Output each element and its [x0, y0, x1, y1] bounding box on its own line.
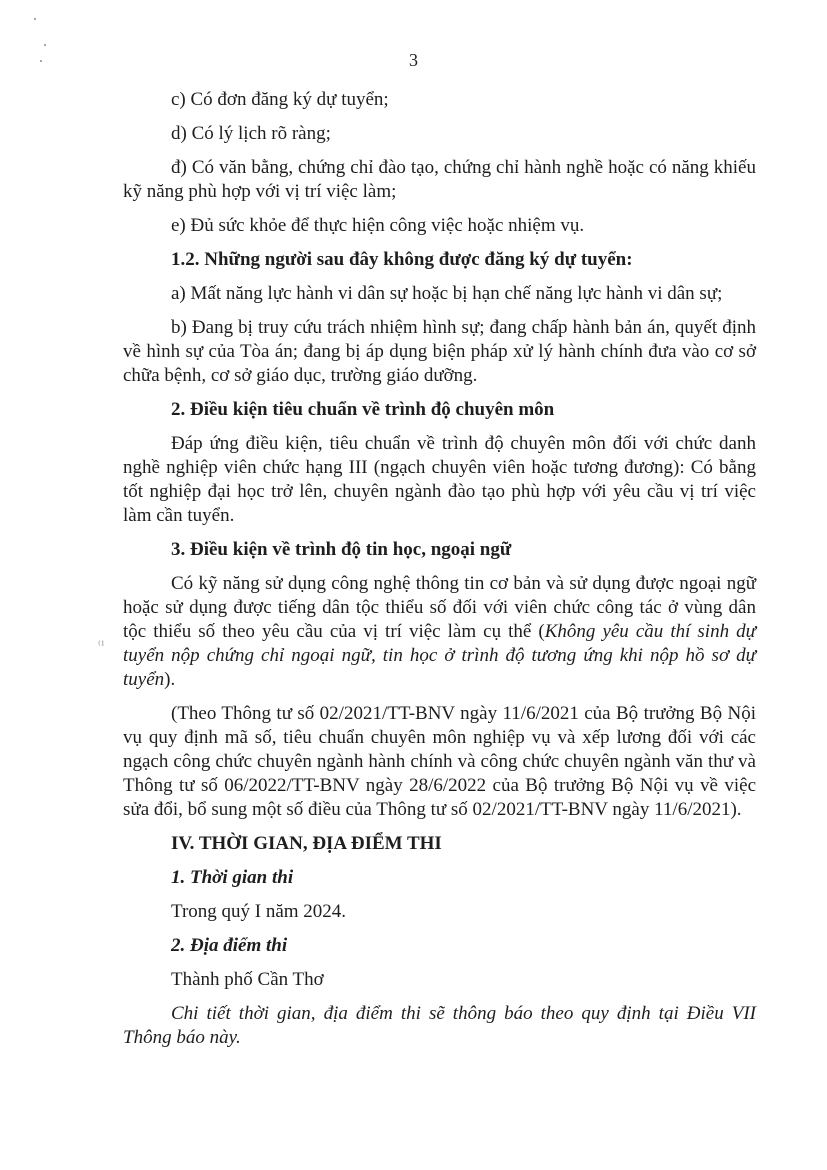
paragraph-3-end: ). — [164, 669, 176, 690]
scan-speck — [44, 44, 46, 46]
heading-3: 3. Điều kiện về trình độ tin học, ngoại ngữ — [171, 539, 512, 560]
paragraph-reference: (Theo Thông tư số 02/2021/TT-BNV ngày 11/6/2021 của Bộ trưởng Bộ Nội vụ quy định mã số, tiêu chuẩn chuyên môn nghiệp vụ và xếp lương đối với các ngạch công chức chuyên ngành hành chính và công chức chuyên ngành văn thư và Thông tư số 06/2022/TT-BNV ngày 28/6/2022 của Bộ trưởng Bộ Nội vụ về việc sửa đổi, bổ sung một số điều của Thông tư số 02/2021/TT-BNV ngày 11/6/2021). — [123, 703, 756, 820]
scan-margin-mark: ⁽¹ — [98, 638, 105, 652]
paragraph-2: Đáp ứng điều kiện, tiêu chuẩn về trình độ chuyên môn đối với chức danh nghề nghiệp viên chức hạng III (ngạch chuyên viên hoặc tương đương): Có bằng tốt nghiệp đại học trở lên, chuyên ngành đào tạo phù hợp với yêu cầu vị trí việc làm cần tuyển. — [123, 433, 756, 526]
heading-4-2: 2. Địa điểm thi — [171, 935, 288, 956]
document-body — [123, 88, 756, 1060]
paragraph-e: e) Đủ sức khỏe để thực hiện công việc hoặc nhiệm vụ. — [171, 215, 585, 236]
page-number: 3 — [409, 50, 418, 70]
heading-2: 2. Điều kiện tiêu chuẩn về trình độ chuyên môn — [171, 399, 555, 420]
paragraph-dd: đ) Có văn bằng, chứng chỉ đào tạo, chứng chỉ hành nghề hoặc có năng khiếu kỹ năng phù hợp với vị trí việc làm; — [123, 157, 756, 202]
paragraph-a-2: a) Mất năng lực hành vi dân sự hoặc bị hạn chế năng lực hành vi dân sự; — [171, 283, 723, 304]
heading-4-1: 1. Thời gian thi — [171, 867, 294, 888]
paragraph-4-1: Trong quý I năm 2024. — [171, 901, 347, 922]
paragraph-4-2: Thành phố Cần Thơ — [171, 969, 324, 990]
paragraph-c: c) Có đơn đăng ký dự tuyển; — [171, 89, 389, 110]
paragraph-d: d) Có lý lịch rõ ràng; — [171, 123, 331, 144]
paragraph-3-italic-note: Không yêu cầu thí sinh dự tuyển nộp chứng chỉ ngoại ngữ, tin học ở trình độ tương ứng khi nộp hồ sơ dự tuyển — [123, 621, 756, 690]
paragraph-3 — [123, 572, 756, 692]
heading-section-4: IV. THỜI GIAN, ĐỊA ĐIỂM THI — [171, 833, 442, 854]
paragraph-detail-note: Chi tiết thời gian, địa điểm thi sẽ thông báo theo quy định tại Điều VII Thông báo này. — [123, 1003, 756, 1048]
scan-speck — [34, 18, 36, 20]
paragraph-b-2: b) Đang bị truy cứu trách nhiệm hình sự; đang chấp hành bản án, quyết định về hình sự của Tòa án; đang bị áp dụng biện pháp xử lý hành chính đưa vào cơ sở chữa bệnh, cơ sở giáo dục, trường giáo dưỡng. — [123, 317, 756, 386]
paragraph-3-text: Có kỹ năng sử dụng công nghệ thông tin cơ bản và sử dụng được ngoại ngữ hoặc sử dụng được tiếng dân tộc thiểu số đối với viên chức công tác ở vùng dân tộc thiểu số theo yêu cầu của vị trí việc làm cụ thể ( — [123, 573, 756, 642]
heading-1-2: 1.2. Những người sau đây không được đăng ký dự tuyển: — [171, 249, 633, 270]
